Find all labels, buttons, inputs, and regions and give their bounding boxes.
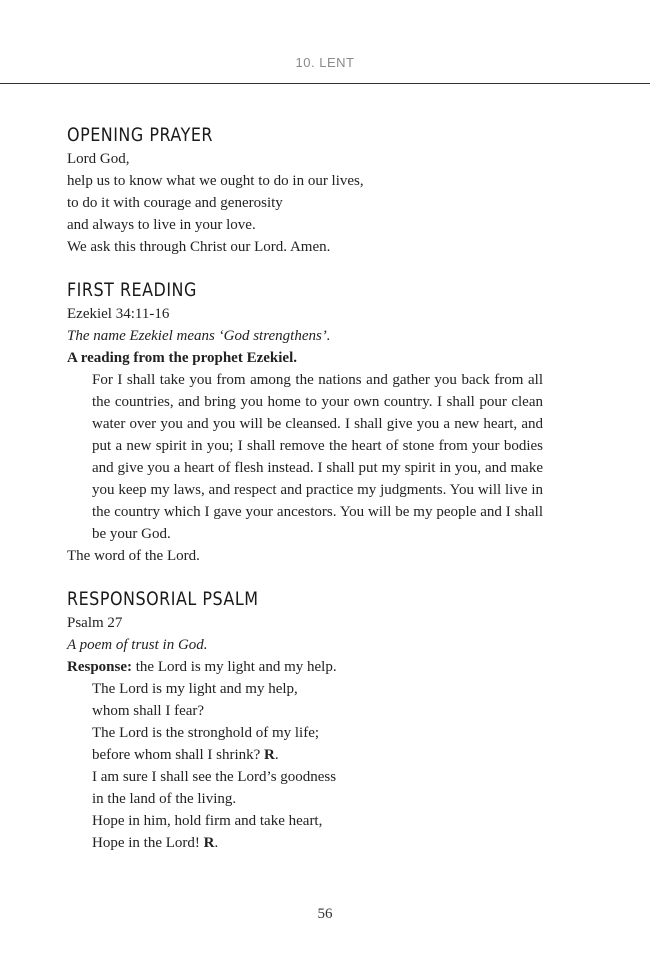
- verse-text: in the land of the living.: [92, 791, 237, 807]
- reading-intro: A reading from the prophet Ezekiel.: [67, 350, 297, 366]
- prayer-line: We ask this through Christ our Lord. Amen.: [67, 239, 331, 255]
- psalm-verse-line: [67, 788, 543, 810]
- prayer-line: to do it with courage and generosity: [67, 195, 283, 211]
- verse-text: Hope in the Lord!: [92, 835, 204, 851]
- response-text: the Lord is my light and my help.: [132, 659, 337, 675]
- verse-text: whom shall I fear?: [92, 703, 205, 719]
- running-head: 10. LENT: [295, 55, 355, 70]
- opening-prayer-section: [67, 124, 543, 258]
- prayer-line: help us to know what we ought to do in our lives,: [67, 173, 364, 189]
- psalm-verse-line: [67, 810, 543, 832]
- reading-note: The name Ezekiel means ‘God strengthens’.: [67, 328, 331, 344]
- reading-citation: Ezekiel 34:11-16: [67, 306, 170, 322]
- header-rule: [0, 83, 650, 84]
- verse-text: The Lord is my light and my help,: [92, 681, 298, 697]
- psalm-verse-line: before whom shall I shrink? R.: [92, 747, 279, 763]
- response-marker: R: [203, 835, 215, 851]
- reading-text: For I shall take you from among the nations and gather you back from all the countries, and bring you home to your own country. I shall pour clean water over you and you will be cleansed. I shall give you a new heart, and put a new spirit in you; I shall remove the heart of stone from your bodies and give you a heart of flesh instead. I shall put my spirit in you, and make you keep my laws, and respect and practice my judgments. You will live in the country which I gave your ancestors. You will be my people and I shall be your God.: [92, 372, 543, 542]
- verse-text: I am sure I shall see the Lord’s goodness: [92, 769, 337, 785]
- verse-text: before whom shall I shrink?: [92, 747, 265, 763]
- psalm-response: [67, 656, 543, 678]
- page-content: [67, 124, 543, 875]
- page-number: 56: [317, 906, 333, 922]
- first-reading-title: FIRST READING: [67, 279, 197, 301]
- verse-text: The Lord is the stronghold of my life;: [92, 725, 320, 741]
- responsorial-psalm-section: [67, 588, 543, 854]
- prayer-line: and always to live in your love.: [67, 217, 256, 233]
- psalm-verse-line: [67, 700, 543, 722]
- reading-conclusion: The word of the Lord.: [67, 548, 200, 564]
- psalm-verse-line: [67, 766, 543, 788]
- verse-text: Hope in him, hold firm and take heart,: [92, 813, 323, 829]
- psalm-verse-line: [67, 678, 543, 700]
- response-label: Response:: [67, 659, 133, 675]
- psalm-note: A poem of trust in God.: [67, 637, 208, 653]
- opening-prayer-title: OPENING PRAYER: [67, 124, 214, 146]
- response-marker: R: [264, 747, 275, 763]
- responsorial-psalm-title: RESPONSORIAL PSALM: [67, 588, 259, 610]
- psalm-verse-line: [67, 722, 543, 744]
- psalm-verse-line: Hope in the Lord! R.: [92, 835, 219, 851]
- psalm-citation: Psalm 27: [67, 615, 123, 631]
- first-reading-section: [67, 279, 543, 567]
- prayer-line: Lord God,: [67, 151, 130, 167]
